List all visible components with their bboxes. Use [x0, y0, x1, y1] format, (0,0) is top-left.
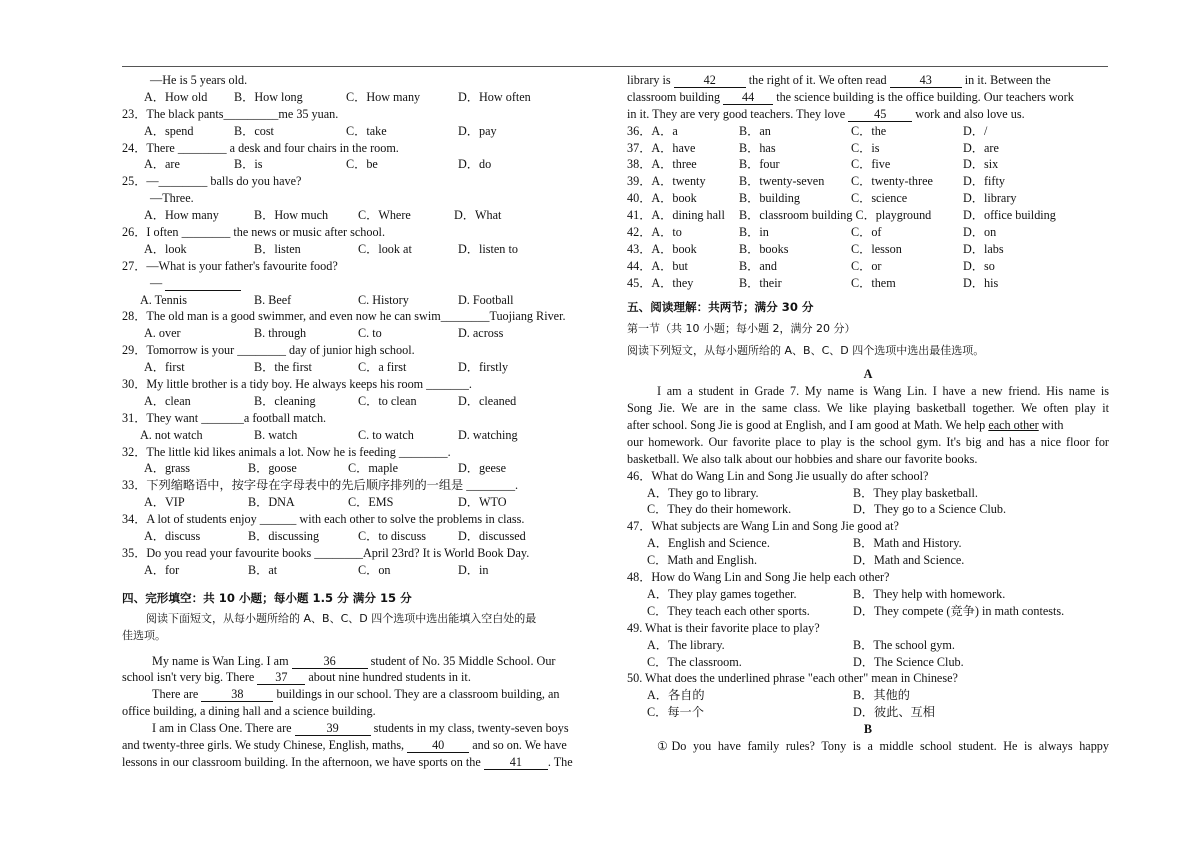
question-48: 48．How do Wang Lin and Song Jie help each other? [627, 570, 890, 585]
option[interactable]: B．DNA [248, 495, 295, 510]
cloze-line [122, 686, 608, 703]
cloze-text: classroom building [627, 89, 721, 104]
option[interactable]: A．The library. [647, 637, 725, 652]
question-49: 49. What is their favorite place to play? [627, 620, 820, 635]
q49-options [627, 654, 1109, 671]
section-5-instruction: 阅读下列短文，从每小题所给的 A、B、C、D 四个选项中选出最佳选项。 [627, 344, 985, 358]
q34-options [122, 528, 608, 545]
cloze-line: office building, a dining hall and a science building. [122, 704, 376, 719]
option[interactable]: C. History [358, 292, 409, 307]
q48-options [627, 603, 1109, 620]
section-4-instruction: 阅读下面短文，从每小题所给的 A、B、C、D 四个选项中选出能填入空白处的最 [146, 611, 537, 625]
option[interactable]: C．them [851, 275, 896, 290]
option[interactable]: B. through [254, 326, 307, 341]
option[interactable]: A. Tennis [140, 292, 187, 307]
option[interactable]: A．clean [144, 393, 191, 408]
blank-45[interactable]: 45 [848, 108, 912, 122]
option[interactable]: C．EMS [348, 495, 394, 510]
option[interactable]: D．cleaned [458, 393, 517, 408]
blank-41[interactable]: 41 [484, 756, 548, 770]
passage-line: Song Jie. We are in the same class. We like playing basketball together. We often play it [627, 401, 1109, 416]
option[interactable]: C．Where [358, 208, 411, 223]
cloze-text: school isn't very big. There [122, 670, 255, 685]
question-34: 34．A lot of students enjoy ______ with each other to solve the problems in class. [122, 512, 525, 527]
q22-answer: —He is 5 years old. [150, 73, 248, 87]
q46-options [627, 485, 1109, 502]
question-31: 31．They want _______a football match. [122, 410, 327, 425]
option[interactable]: D．fifty [963, 174, 1005, 189]
option[interactable]: B．They play basketball. [853, 485, 978, 500]
passage-line: our homework. Our favorite place to play is the school gym. It's big and has a nice floor for [627, 434, 1109, 449]
option[interactable]: D．discussed [458, 529, 526, 544]
q25-answer: —Three. [150, 191, 194, 206]
passage-text: after school. Song Jie is good at English, and I am good at Math. We help [627, 418, 986, 433]
option[interactable]: D．geese [458, 461, 507, 476]
option[interactable]: B．listen [254, 241, 301, 256]
cloze-options-row [627, 258, 1109, 275]
cloze-line [122, 669, 608, 686]
blank-40[interactable]: 40 [407, 739, 469, 753]
q29-options [122, 359, 608, 376]
option[interactable]: D．彼此、互相 [853, 705, 935, 720]
option[interactable]: C．of [851, 225, 882, 240]
cloze-text: There are [152, 687, 199, 702]
q27-options [122, 292, 608, 309]
option[interactable]: D．so [963, 258, 995, 273]
passage-line: basketball. We also talk about our hobbies and share our favorite books. [627, 451, 978, 466]
option[interactable]: C．on [358, 562, 391, 577]
question-33: 33．下列缩略语中，按字母在字母表中的先后顺序排列的一组是 ________. [122, 478, 519, 493]
option[interactable]: D．/ [963, 123, 988, 138]
cloze-line [627, 89, 1109, 106]
option[interactable]: C．Math and English. [647, 553, 758, 568]
cloze-text: in it. They are very good teachers. They love [627, 106, 846, 121]
option[interactable]: D．his [963, 275, 999, 290]
q25-options [122, 207, 608, 224]
cloze-line [627, 106, 1109, 123]
option[interactable]: A. over [144, 326, 181, 341]
option[interactable]: 45．A．they [627, 275, 694, 290]
option[interactable]: D．How often [458, 89, 531, 104]
question-28: 28．The old man is a good swimmer, and even now he can swim________Tuojiang River. [122, 309, 566, 324]
option[interactable]: D．on [963, 225, 997, 240]
cloze-line [122, 737, 608, 754]
question-27: 27．—What is your father's favourite food? [122, 258, 338, 273]
option[interactable]: D．in [458, 562, 489, 577]
option[interactable]: B．discussing [248, 529, 320, 544]
cloze-line [122, 754, 608, 771]
option[interactable]: 40．A．book [627, 191, 697, 206]
cloze-text: the science building is the office building. Our teachers work [776, 89, 1074, 104]
option[interactable]: D．labs [963, 241, 1004, 256]
section-5-title: 五、阅读理解：共两节；满分 30 分 [627, 299, 814, 314]
q30-options [122, 393, 608, 410]
option[interactable]: A．They go to library. [647, 485, 759, 500]
option[interactable]: A．They play games together. [647, 586, 797, 601]
cloze-text: in it. Between the [964, 73, 1051, 87]
option[interactable]: 43．A．book [627, 241, 697, 256]
option[interactable]: B．They help with homework. [853, 586, 1006, 601]
option[interactable]: D．library [963, 191, 1017, 206]
cloze-line [122, 720, 608, 737]
q23-options [122, 123, 608, 140]
option[interactable]: B．and [739, 258, 777, 273]
q48-options [627, 586, 1109, 603]
option[interactable]: A．are [144, 157, 180, 172]
question-35: 35．Do you read your favourite books ________April 23rd? It is World Book Day. [122, 545, 530, 560]
option[interactable]: D．What [454, 208, 502, 223]
option[interactable]: C．maple [348, 461, 399, 476]
option[interactable]: B．four [739, 157, 780, 172]
option[interactable]: D．office building [963, 208, 1056, 223]
q31-options [122, 427, 608, 444]
option[interactable]: B．cost [234, 123, 274, 138]
blank-39[interactable]: 39 [295, 722, 371, 736]
option[interactable]: C．lesson [851, 241, 902, 256]
cloze-text: lessons in our classroom building. In the afternoon, we have sports on the [122, 754, 481, 769]
option[interactable]: A．discuss [144, 529, 201, 544]
cloze-text: library is [627, 73, 671, 87]
q27-answer [122, 275, 608, 292]
q47-options [627, 552, 1109, 569]
option[interactable]: B．books [739, 241, 789, 256]
option[interactable]: C．look at [358, 241, 412, 256]
option[interactable]: C．The classroom. [647, 654, 742, 669]
question-30: 30．My little brother is a tidy boy. He always keeps his room _______. [122, 377, 472, 392]
cloze-text: work and also love us. [915, 106, 1025, 121]
option[interactable]: C．每一个 [647, 705, 704, 720]
option[interactable]: D. Football [458, 292, 514, 307]
option[interactable]: D．Math and Science. [853, 553, 965, 568]
question-46: 46．What do Wang Lin and Song Jie usually do after school? [627, 468, 929, 483]
q46-options [627, 501, 1109, 518]
answer-blank[interactable] [165, 277, 241, 291]
option[interactable]: A．How many [144, 208, 219, 223]
cloze-text: the right of it. We often read [748, 73, 887, 87]
question-32: 32．The little kid likes animals a lot. Now he is feeding ________. [122, 444, 451, 459]
cloze-options-row [627, 207, 1109, 224]
option[interactable]: D．six [963, 157, 999, 172]
option[interactable]: B．has [739, 140, 776, 155]
option[interactable]: A．各自的 [647, 688, 705, 703]
blank-42[interactable]: 42 [674, 74, 746, 88]
option[interactable]: C．twenty-three [851, 174, 933, 189]
option[interactable]: B．twenty-seven [739, 174, 825, 189]
section-4-title: 四、完形填空：共 10 小题；每小题 1.5 分 满分 15 分 [122, 590, 412, 605]
option[interactable]: C．They do their homework. [647, 502, 792, 517]
blank-44[interactable]: 44 [723, 91, 773, 105]
underlined-phrase: each other [988, 418, 1039, 433]
cloze-text: about nine hundred students in it. [308, 670, 471, 685]
option[interactable]: B．cleaning [254, 393, 316, 408]
passage-b-title: B [863, 722, 873, 737]
question-47: 47．What subjects are Wang Lin and Song Jie good at? [627, 519, 899, 534]
option[interactable]: 39．A．twenty [627, 174, 706, 189]
cloze-options-row [627, 275, 1109, 292]
option[interactable]: B．How long [234, 89, 303, 104]
q28-options [122, 325, 608, 342]
question-25: 25．—________ balls do you have? [122, 174, 302, 189]
question-26: 26．I often ________ the news or music after school. [122, 225, 385, 240]
option[interactable]: C．How many [346, 89, 421, 104]
q27-dash: — [150, 275, 163, 290]
option[interactable]: B．at [248, 562, 278, 577]
question-50: 50. What does the underlined phrase "each other" mean in Chinese? [627, 671, 958, 686]
cloze-text: and so on. We have [472, 737, 567, 752]
passage-line [627, 417, 1109, 434]
q50-options [627, 687, 1109, 704]
option[interactable]: A．look [144, 241, 187, 256]
section-5-subtitle: 第一节（共 10 小题；每小题 2，满分 20 分） [627, 321, 856, 335]
cloze-text: My name is Wan Ling. I am [152, 653, 289, 668]
cloze-options-row [627, 123, 1109, 140]
option[interactable]: 41．A．dining hall [627, 208, 725, 223]
option[interactable]: A. not watch [140, 427, 203, 442]
option[interactable]: D．They compete (竞争) in math contests. [853, 603, 1065, 618]
option[interactable]: B．goose [248, 461, 297, 476]
option[interactable]: C．to discuss [358, 529, 427, 544]
option[interactable]: C．be [346, 157, 378, 172]
cloze-text: I am in Class One. There are [152, 721, 292, 736]
option[interactable]: A．VIP [144, 495, 185, 510]
option[interactable]: B．The school gym. [853, 637, 955, 652]
option[interactable]: D．are [963, 140, 999, 155]
cloze-line [627, 72, 1109, 89]
blank-43[interactable]: 43 [890, 74, 962, 88]
right-column [627, 72, 1109, 755]
option[interactable]: C．or [851, 258, 882, 273]
cloze-options-row [627, 224, 1109, 241]
option[interactable]: B．How much [254, 208, 329, 223]
option[interactable]: D．firstly [458, 360, 509, 375]
option[interactable]: D. across [458, 326, 504, 341]
cloze-line [122, 653, 608, 670]
q33-options [122, 494, 608, 511]
cloze-text: and twenty-three girls. We study Chinese, English, maths, [122, 737, 405, 752]
option[interactable]: 42．A．to [627, 225, 682, 240]
option[interactable]: A．spend [144, 123, 194, 138]
q35-options [122, 562, 608, 579]
q26-options [122, 241, 608, 258]
question-23: 23．The black pants_________me 35 yuan. [122, 106, 339, 121]
section-4-instruction-cont: 佳选项。 [122, 628, 166, 642]
option[interactable]: D．They go to a Science Club. [853, 502, 1006, 517]
option[interactable]: C. to [358, 326, 382, 341]
option[interactable]: 38．A．three [627, 157, 697, 172]
option[interactable]: A．first [144, 360, 185, 375]
option[interactable]: C．is [851, 140, 880, 155]
option[interactable]: D．do [458, 157, 492, 172]
cloze-options-row [627, 140, 1109, 157]
cloze-options-row [627, 173, 1109, 190]
option[interactable]: D．listen to [458, 241, 518, 256]
option[interactable]: B．is [234, 157, 263, 172]
option[interactable]: C．to clean [358, 393, 417, 408]
option[interactable]: B．in [739, 225, 769, 240]
left-column [122, 72, 608, 771]
cloze-options-row [627, 156, 1109, 173]
option[interactable]: A．for [144, 562, 180, 577]
question-29: 29．Tomorrow is your ________ day of junior high school. [122, 343, 415, 358]
q32-options [122, 460, 608, 477]
option[interactable]: B．an [739, 123, 771, 138]
cloze-options-row [627, 190, 1109, 207]
blank-36[interactable]: 36 [292, 655, 368, 669]
q50-options [627, 704, 1109, 721]
option[interactable]: C．science [851, 191, 908, 206]
option[interactable]: D．pay [458, 123, 497, 138]
passage-line: ①Do you have family rules? Tony is a middle school student. He is always happy [657, 738, 1109, 753]
option[interactable]: C．a first [358, 360, 407, 375]
option[interactable]: 36．A．a [627, 123, 678, 138]
option[interactable]: B. Beef [254, 292, 292, 307]
option[interactable]: A．How old [144, 89, 208, 104]
option[interactable]: C. to watch [358, 427, 414, 442]
passage-line: I am a student in Grade 7. My name is Wang Lin. I have a new friend. His name is [657, 384, 1109, 399]
option[interactable]: B. watch [254, 427, 298, 442]
cloze-text: student of No. 35 Middle School. Our [370, 653, 556, 668]
q22-options [122, 89, 608, 106]
option[interactable]: B．其他的 [853, 688, 910, 703]
option[interactable]: B．classroom building C．playground [739, 208, 932, 223]
q47-options [627, 535, 1109, 552]
option[interactable]: B．Math and History. [853, 536, 962, 551]
option[interactable]: D. watching [458, 427, 518, 442]
blank-37[interactable]: 37 [257, 671, 305, 685]
passage-text: with [1041, 418, 1064, 433]
question-24: 24．There ________ a desk and four chairs in the room. [122, 140, 399, 155]
option[interactable]: D．The Science Club. [853, 654, 964, 669]
cloze-text: students in my class, twenty-seven boys [373, 721, 569, 736]
passage-a-title: A [863, 367, 873, 382]
option[interactable]: B．building [739, 191, 800, 206]
option[interactable]: B．their [739, 275, 782, 290]
blank-38[interactable]: 38 [201, 688, 273, 702]
option[interactable]: C．take [346, 123, 387, 138]
option[interactable]: A．English and Science. [647, 536, 770, 551]
option[interactable]: D．WTO [458, 495, 507, 510]
option[interactable]: A．grass [144, 461, 191, 476]
option[interactable]: 37．A．have [627, 140, 696, 155]
cloze-text: buildings in our school. They are a classroom building, an [276, 687, 560, 702]
option[interactable]: C．They teach each other sports. [647, 603, 810, 618]
q24-options [122, 156, 608, 173]
option[interactable]: 44．A．but [627, 258, 688, 273]
cloze-options-row [627, 241, 1109, 258]
cloze-text: . The [547, 754, 573, 769]
header-rule [122, 66, 1108, 67]
option[interactable]: C．five [851, 157, 891, 172]
q49-options [627, 637, 1109, 654]
option[interactable]: C．the [851, 123, 887, 138]
option[interactable]: B．the first [254, 360, 312, 375]
